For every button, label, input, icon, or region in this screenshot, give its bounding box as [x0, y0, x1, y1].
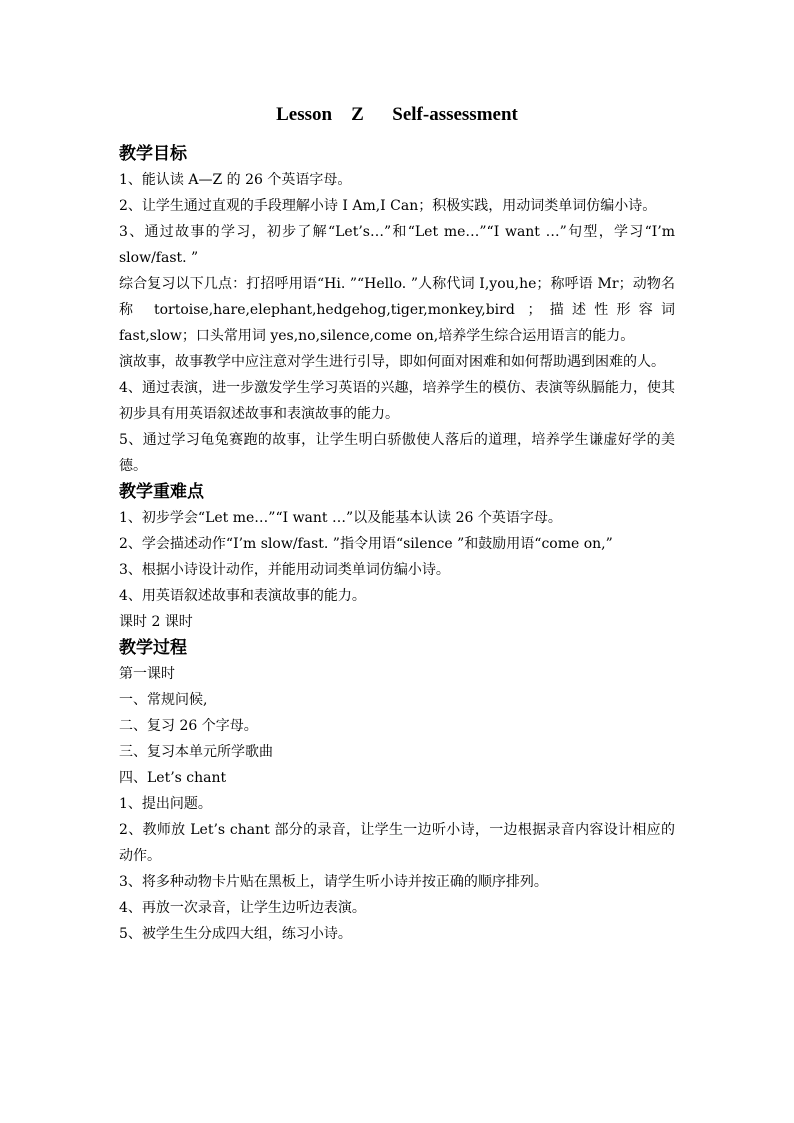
section-heading-key-points: 教学重难点: [119, 482, 204, 502]
process-item: 四、Let’s chant: [119, 770, 227, 786]
process-item: 3、将多种动物卡片贴在黑板上，请学生听小诗并按正确的顺序排列。: [119, 874, 548, 890]
goal-review-paragraph: 综合复习以下几点：打招呼用语“Hi. ”“Hello. ”人称代词 I,you,he；称呼语 Mr；动物名称 tortoise,hare,elephant,hedgehog,tiger,monkey,bird ；描述性形容词 fast,slow；口头常用词 yes,no,silence,come on,培养学生综合运用语言的能力。: [119, 276, 675, 344]
goal-item-4: 4、通过表演，进一步激发学生学习英语的兴趣，培养学生的模仿、表演等纵膈能力，使其初步具有用英语叙述故事和表演故事的能力。: [119, 380, 675, 422]
process-item: 二、复习 26 个字母。: [119, 718, 258, 734]
document-body: [119, 141, 675, 947]
section-heading-process: 教学过程: [119, 638, 187, 658]
key-point-1: 1、初步学会“Let me…”“I want …”以及能基本认读 26 个英语字母。: [119, 510, 562, 526]
goal-item-2: 2、让学生通过直观的手段理解小诗 I Am,I Can；积极实践，用动词类单词仿编小诗。: [119, 198, 657, 214]
process-item: 2、教师放 Let’s chant 部分的录音，让学生一边听小诗，一边根据录音内容设计相应的动作。: [119, 822, 675, 864]
process-item: 1、提出问题。: [119, 796, 212, 812]
process-item: 5、被学生生分成四大组，练习小诗。: [119, 926, 352, 942]
key-point-2: 2、学会描述动作“I’m slow/fast. ”指令用语“silence ”和鼓励用语“come on,”: [119, 536, 613, 552]
key-point-3: 3、根据小诗设计动作，并能用动词类单词仿编小诗。: [119, 562, 450, 578]
class-hours: 课时 2 课时: [119, 614, 193, 630]
process-item: 第一课时: [119, 666, 175, 682]
process-item: 三、复习本单元所学歌曲: [119, 744, 273, 760]
key-point-4: 4、用英语叙述故事和表演故事的能力。: [119, 588, 366, 604]
document-title: Lesson Z Self-assessment: [276, 104, 518, 125]
process-item: 一、常规问候,: [119, 692, 208, 708]
goal-item-3: 3、通过故事的学习，初步了解“Let’s…”和“Let me…”“I want …”句型，学习“I’m slow/fast. ”: [119, 224, 675, 266]
goal-story-paragraph: 演故事，故事教学中应注意对学生进行引导，即如何面对困难和如何帮助遇到困难的人。: [119, 354, 665, 370]
goal-item-5: 5、通过学习龟兔赛跑的故事，让学生明白骄傲使人落后的道理，培养学生谦虚好学的美德。: [119, 432, 675, 474]
process-item: 4、再放一次录音，让学生边听边表演。: [119, 900, 366, 916]
section-heading-goals: 教学目标: [119, 144, 187, 164]
goal-item-1: 1、能认读 A—Z 的 26 个英语字母。: [119, 172, 352, 188]
